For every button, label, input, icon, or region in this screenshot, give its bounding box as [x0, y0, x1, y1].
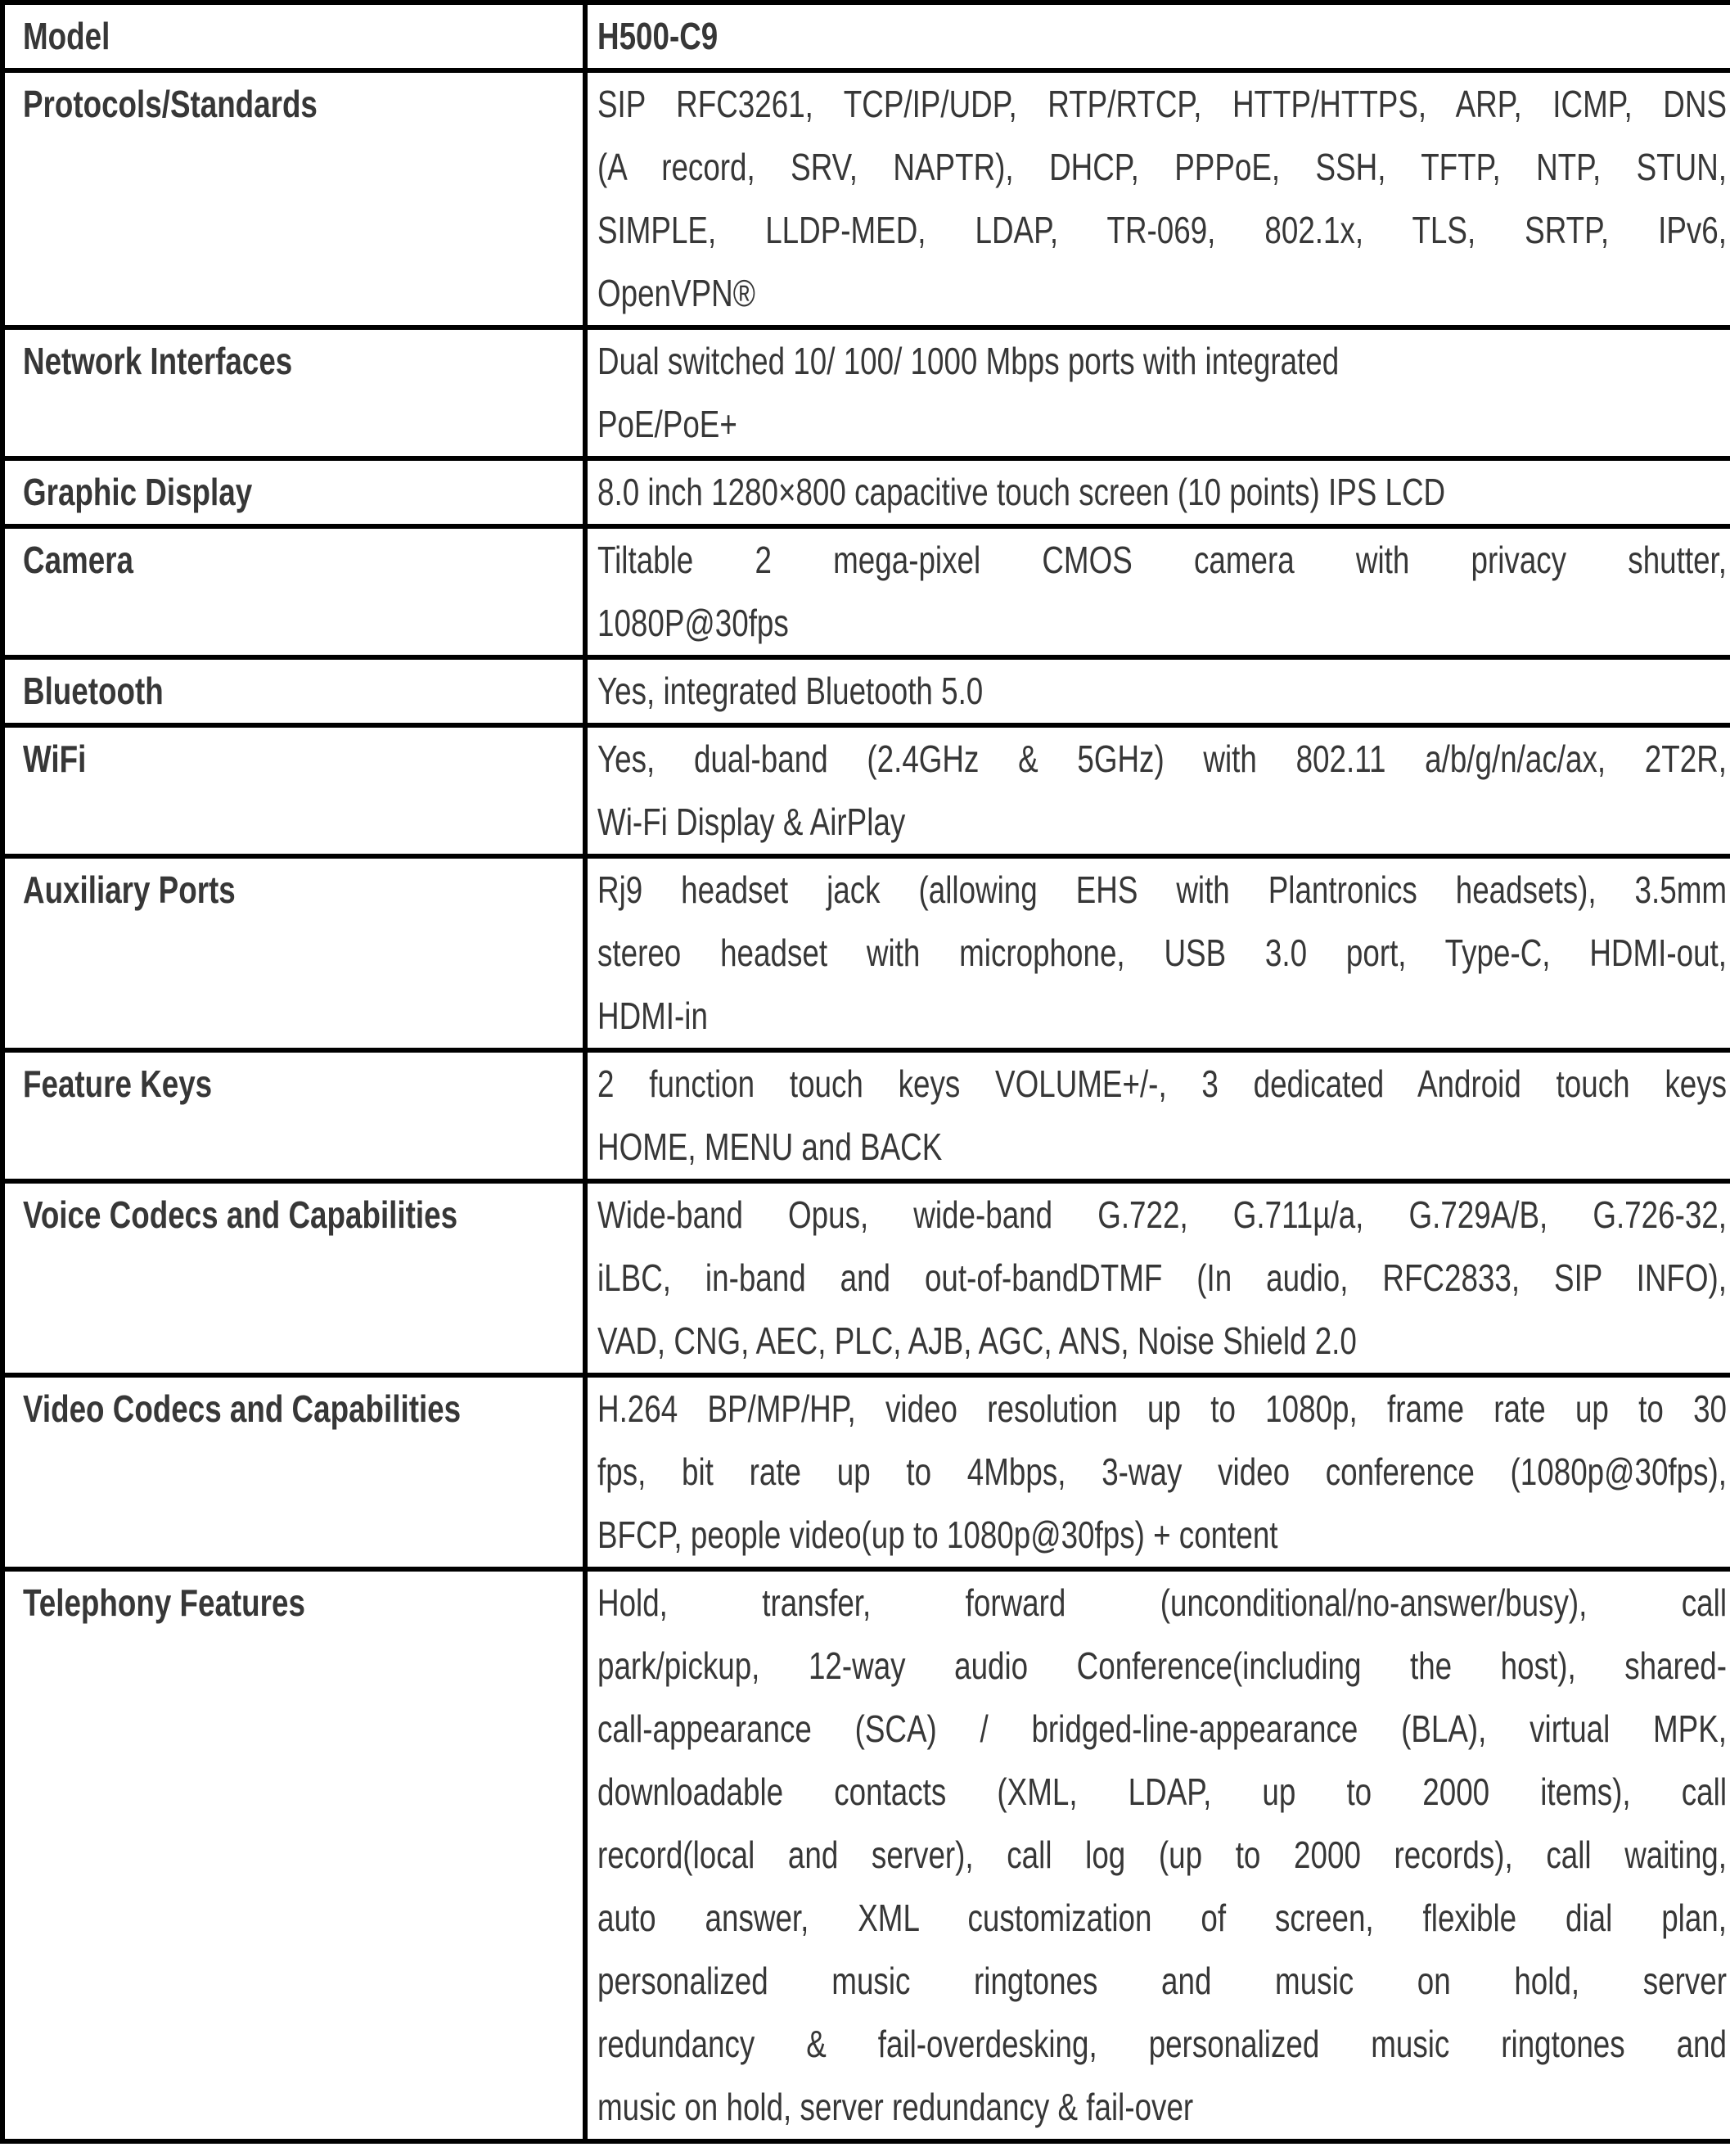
spec-value: Yes, integrated Bluetooth 5.0 — [597, 670, 984, 712]
spec-label-cell — [2, 1569, 585, 2141]
spec-label: Voice Codecs and Capabilities — [23, 1193, 458, 1236]
spec-row-model — [2, 2, 1730, 70]
spec-row-camera — [2, 526, 1730, 657]
spec-label-cell — [2, 2, 585, 70]
spec-label: Bluetooth — [23, 670, 164, 712]
spec-row-feature-keys — [2, 1050, 1730, 1181]
spec-value: H.264 BP/MP/HP, video resolution up to 1080p, frame rate up to 30 fps, bit rate up to 4Mbps, 3-way video conference (1080p@30fps), BFCP, people video(up to 1080p@30fps) + content — [597, 1387, 1727, 1556]
spec-value: 2 function touch keys VOLUME+/-, 3 dedicated Android touch keys HOME, MENU and BACK — [597, 1062, 1727, 1168]
spec-label: Video Codecs and Capabilities — [23, 1387, 462, 1430]
spec-label: Model — [23, 15, 110, 57]
spec-value: Tiltable 2 mega-pixel CMOS camera with privacy shutter, 1080P@30fps — [597, 539, 1727, 644]
spec-row-video-codecs — [2, 1375, 1730, 1569]
spec-value-cell — [585, 1375, 1730, 1569]
spec-label-cell — [2, 657, 585, 725]
spec-label-cell — [2, 1181, 585, 1375]
spec-value-cell — [585, 458, 1730, 526]
spec-label: Network Interfaces — [23, 340, 293, 382]
spec-row-network-interfaces — [2, 327, 1730, 458]
spec-label: Auxiliary Ports — [23, 868, 236, 911]
spec-row-auxiliary-ports — [2, 856, 1730, 1050]
spec-value: Hold, transfer, forward (unconditional/no-answer/busy), call park/pickup, 12-way audio Conference(including the host), shared- call-appearance (SCA) / bridged-line-appearance (BLA), virtual MPK, downloadable contacts (XML, LDAP, up to 2000 items), call record(local and server), call log (up to 2000 records), call waiting, auto answer, XML customization of screen, flexible dial plan, personalized music ringtones and music on hold, server redundancy & fail-overdesking, personalized music ringtones and music on hold, server redundancy & fail-over — [597, 1581, 1727, 2128]
spec-value: SIP RFC3261, TCP/IP/UDP, RTP/RTCP, HTTP/HTTPS, ARP, ICMP, DNS (A record, SRV, NAPTR), DHCP, PPPoE, SSH, TFTP, NTP, STUN, SIMPLE, LLDP-MED, LDAP, TR-069, 802.1x, TLS, SRTP, IPv6, OpenVPN® — [597, 83, 1727, 314]
spec-value-cell — [585, 1050, 1730, 1181]
spec-row-bluetooth — [2, 657, 1730, 725]
spec-label: Protocols/Standards — [23, 83, 318, 125]
spec-label-cell — [2, 327, 585, 458]
spec-label-cell — [2, 725, 585, 856]
spec-value-cell — [585, 327, 1730, 458]
spec-value-cell — [585, 2, 1730, 70]
spec-label: WiFi — [23, 737, 87, 780]
spec-label: Camera — [23, 539, 134, 581]
spec-value-cell — [585, 1569, 1730, 2141]
spec-row-telephony-features — [2, 1569, 1730, 2141]
spec-value-cell — [585, 725, 1730, 856]
spec-value-cell — [585, 1181, 1730, 1375]
spec-row-protocols — [2, 70, 1730, 327]
spec-value: H500-C9 — [597, 15, 719, 57]
spec-value: Rj9 headset jack (allowing EHS with Plantronics headsets), 3.5mm stereo headset with microphone, USB 3.0 port, Type-C, HDMI-out, HDMI-in — [597, 868, 1727, 1037]
spec-label-cell — [2, 1375, 585, 1569]
spec-label-cell — [2, 526, 585, 657]
spec-label: Feature Keys — [23, 1062, 213, 1105]
spec-label-cell — [2, 70, 585, 327]
spec-value: 8.0 inch 1280×800 capacitive touch screen (10 points) IPS LCD — [597, 471, 1446, 513]
spec-label-cell — [2, 1050, 585, 1181]
spec-label: Graphic Display — [23, 471, 253, 513]
spec-label: Telephony Features — [23, 1581, 305, 1624]
spec-value: Wide-band Opus, wide-band G.722, G.711µ/a, G.729A/B, G.726-32, iLBC, in-band and out-of-bandDTMF (In audio, RFC2833, SIP INFO), VAD, CNG, AEC, PLC, AJB, AGC, ANS, Noise Shield 2.0 — [597, 1193, 1727, 1362]
spec-value-cell — [585, 856, 1730, 1050]
spec-row-voice-codecs — [2, 1181, 1730, 1375]
spec-value-cell — [585, 526, 1730, 657]
spec-value: Yes, dual-band (2.4GHz & 5GHz) with 802.11 a/b/g/n/ac/ax, 2T2R, Wi-Fi Display & AirPlay — [597, 737, 1727, 843]
spec-value-cell — [585, 657, 1730, 725]
spec-row-wifi — [2, 725, 1730, 856]
spec-label-cell — [2, 458, 585, 526]
spec-row-graphic-display — [2, 458, 1730, 526]
spec-label-cell — [2, 856, 585, 1050]
spec-value: Dual switched 10/ 100/ 1000 Mbps ports with integrated PoE/PoE+ — [597, 340, 1340, 445]
spec-value-cell — [585, 70, 1730, 327]
